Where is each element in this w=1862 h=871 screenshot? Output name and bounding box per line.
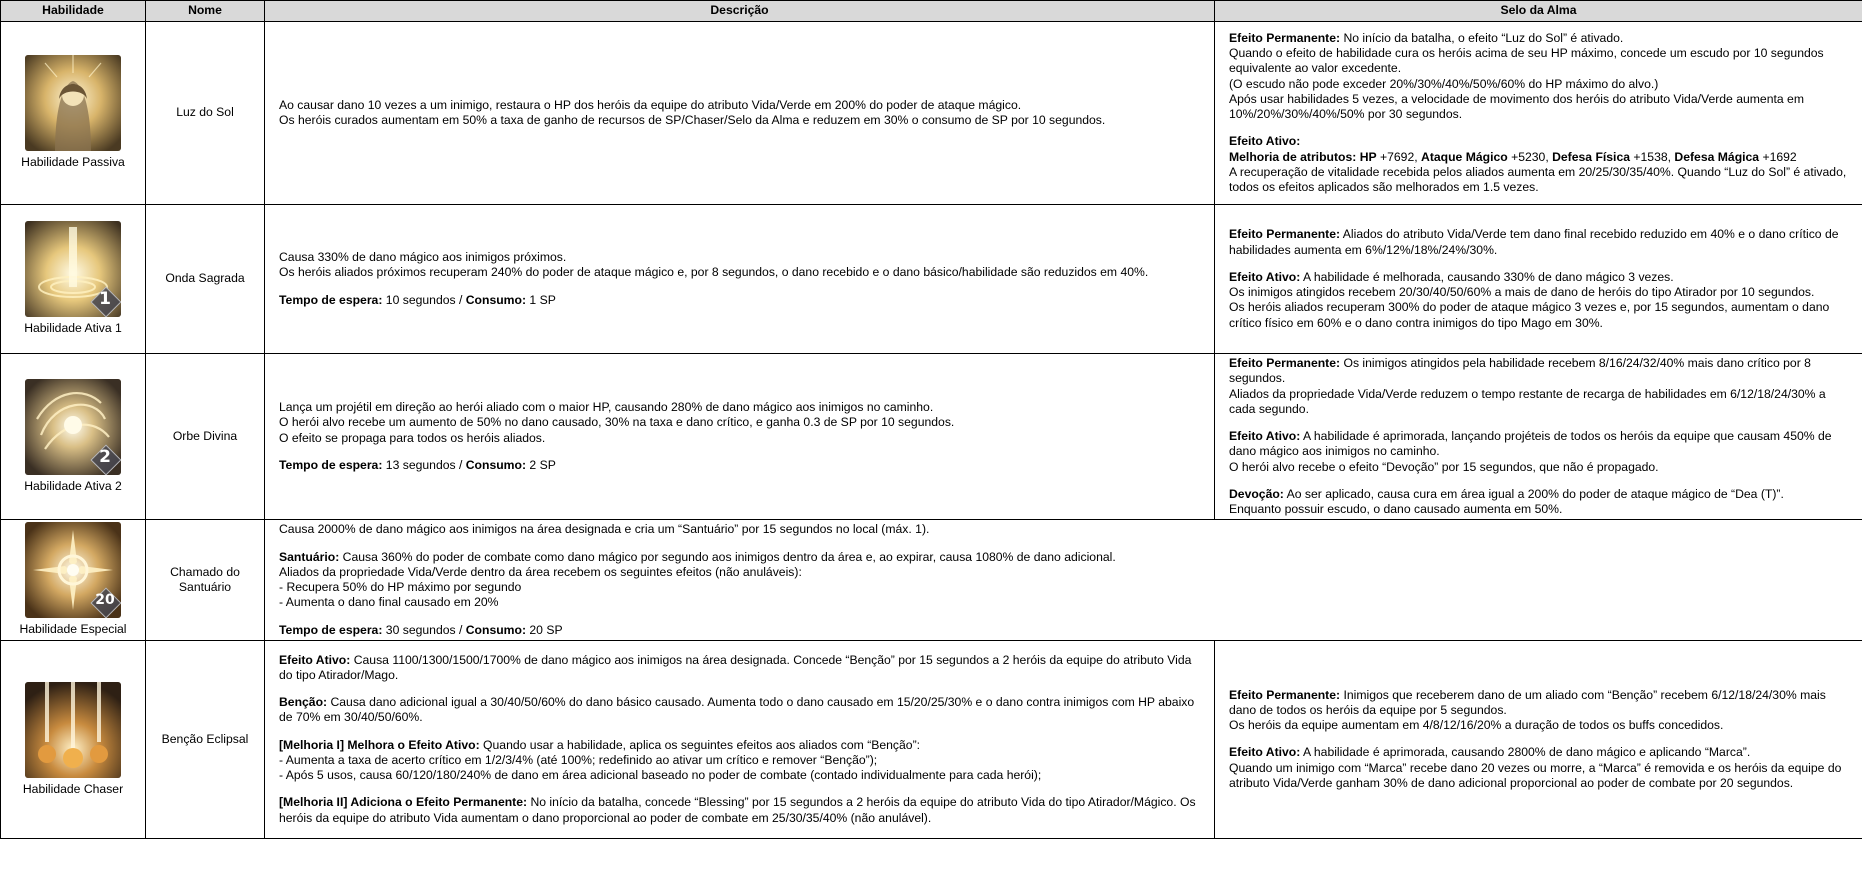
cooldown-cost: Tempo de espera: 10 segundos / Consumo: 1 SP: [279, 292, 556, 307]
description-text: O efeito se propaga para todos os heróis aliados.: [279, 430, 546, 445]
skill-cell: [1, 640, 146, 838]
description-text: Ao causar dano 10 vezes a um inimigo, restaura o HP dos heróis da equipe do atributo Vida/Verde em 200% do poder de ataque mágico.: [279, 97, 1022, 112]
active-effect: Efeito Ativo: A habilidade é melhorada, causando 330% de dano mágico 3 vezes.: [1229, 269, 1674, 284]
cooldown-cost: Tempo de espera: 30 segundos / Consumo: 20 SP: [279, 622, 563, 637]
upgrade-1: [Melhoria I] Melhora o Efeito Ativo: Quando usar a habilidade, aplica os seguintes efeitos aos aliados com “Benção”:: [279, 737, 921, 752]
skill-row-special: [1, 520, 1862, 641]
active-effect-line: Os inimigos atingidos recebem 20/30/40/50/60% a mais de dano de heróis do tipo Atirador por 10 segundos.: [1229, 285, 1815, 299]
permanent-effect: Efeito Permanente: Inimigos que receberem dano de um aliado com “Benção” recebem 6/12/18/24/30% mais dano de todos os heróis da equipe por 5 segundos.: [1229, 687, 1826, 717]
skill-name: Chamado do Santuário: [146, 520, 265, 641]
sanctuary-effect-line: - Aumenta o dano final causado em 20%: [279, 595, 499, 610]
sanctuary-effect-line: - Recupera 50% do HP máximo por segundo: [279, 580, 522, 594]
header-name: Nome: [146, 1, 265, 22]
description-text: Causa 2000% de dano mágico aos inimigos na área designada e cria um “Santuário” por 15 segundos no local (máx. 1).: [279, 522, 930, 537]
upgrade-2: [Melhoria II] Adiciona o Efeito Permanente: No início da batalha, concede “Blessing” por 15 segundos a 2 heróis da equipe do atributo Vida do tipo Atirador/Mágico. Os heróis da equipe do atributo Vida aumentam o dano proporcional ao poder de combate em 25/30/35/40% (não anulável).: [279, 795, 1196, 825]
skill-row-passive: [1, 22, 1862, 205]
skill-type-label: Habilidade Passiva: [21, 155, 125, 170]
header-row: [1, 1, 1862, 22]
devotion-effect: Devoção: Ao ser aplicado, causa cura em área igual a 200% do poder de ataque mágico de “Dea (T)”.: [1229, 486, 1784, 501]
description-text: Os heróis aliados próximos recuperam 240% do poder de ataque mágico e, por 8 segundos, o dano recebido e o dano básico/habilidade são reduzidos em 40%.: [279, 265, 1149, 280]
sanctuary-effect-line: Aliados da propriedade Vida/Verde dentro da área recebem os seguintes efeitos (não anuláveis):: [279, 564, 802, 579]
description-text: Os heróis curados aumentam em 50% a taxa de ganho de recursos de SP/Chaser/Selo da Alma e reduzem em 30% o consumo de SP por 10 segundos.: [279, 113, 1106, 127]
skill-row-active-2: [1, 354, 1862, 520]
description-cell: [265, 205, 1215, 354]
description-text: O herói alvo recebe um aumento de 50% no dano causado, 30% na taxa e dano crítico, e ganha 0.3 de SP por 10 segundos.: [279, 415, 955, 430]
description-text: Lança um projétil em direção ao herói aliado com o maior HP, causando 280% de dano mágico aos inimigos no caminho.: [279, 400, 934, 415]
devotion-effect-line: Enquanto possuir escudo, o dano causado aumenta em 50%.: [1229, 502, 1563, 516]
skill-name: Onda Sagrada: [146, 205, 265, 354]
soul-seal-cell: [1215, 640, 1862, 838]
active-effect: Efeito Ativo: Causa 1100/1300/1500/1700% de dano mágico aos inimigos na área designada. Concede “Benção” por 15 segundos a 2 heróis da equipe do atributo Vida do tipo Atirador/Mago.: [279, 652, 1192, 682]
cooldown-cost: Tempo de espera: 13 segundos / Consumo: 2 SP: [279, 457, 556, 472]
sanctuary-sun-icon: [25, 522, 121, 618]
skill-name: Luz do Sol: [146, 22, 265, 205]
skill-cell: [1, 520, 146, 641]
permanent-effect: Efeito Permanente: Os inimigos atingidos pela habilidade recebem 8/16/24/32/40% mais dano crítico por 8 segundos.: [1229, 356, 1811, 386]
sanctuary-effect: Santuário: Causa 360% do poder de combate como dano mágico por segundo aos inimigos dentro da área e, ao expirar, causa 1080% de dano adicional.: [279, 549, 1116, 564]
permanent-effect-line: Quando o efeito de habilidade cura os heróis acima de seu HP máximo, concede um escudo por 10 segundos equivalente ao valor excedente.: [1229, 46, 1824, 76]
holy-wave-icon: [25, 221, 121, 317]
radiant-hooded-figure-icon: [25, 55, 121, 151]
skill-name: Benção Eclipsal: [146, 640, 265, 838]
skill-slot-badge: 1: [91, 287, 119, 315]
skill-cell: [1, 205, 146, 354]
skill-cell: [1, 22, 146, 205]
description-cell: [265, 22, 1215, 205]
permanent-effect-line: Os heróis da equipe aumentam em 4/8/12/16/20% a duração de todos os buffs concedidos.: [1229, 718, 1724, 732]
skill-slot-badge: 2: [91, 445, 119, 473]
permanent-effect-line: Após usar habilidades 5 vezes, a velocidade de movimento dos heróis do atributo Vida/Verde aumenta em 10%/20%/30%/40%/50% por 30 segundos.: [1229, 91, 1804, 121]
permanent-effect-line: Aliados da propriedade Vida/Verde reduzem o tempo restante de recarga de habilidades em 6/12/18/24/30% a cada segundo.: [1229, 386, 1826, 416]
attribute-upgrade: Melhoria de atributos: HP +7692, Ataque Mágico +5230, Defesa Física +1538, Defesa Mágica +1692: [1229, 149, 1797, 164]
skill-name: Orbe Divina: [146, 354, 265, 520]
active-effect: Efeito Ativo: A habilidade é aprimorada, causando 2800% de dano mágico e aplicando “Marca”.: [1229, 745, 1751, 760]
active-effect-line: O herói alvo recebe o efeito “Devoção” por 15 segundos, que não é propagado.: [1229, 459, 1659, 474]
header-skill: Habilidade: [1, 1, 146, 22]
header-description: Descrição: [265, 1, 1215, 22]
active-effect-text: A recuperação de vitalidade recebida pelos aliados aumenta em 20/25/30/35/40%. Quando “Luz do Sol” é ativado, todos os efeitos aplicados são melhorados em 1.5 vezes.: [1229, 164, 1847, 194]
skill-type-label: Habilidade Ativa 2: [24, 479, 122, 493]
active-effect-line: Os heróis aliados recuperam 300% do poder de ataque mágico 3 vezes e, por 15 segundos, aumentam o dano crítico físico em 60% e o dano contra inimigos do tipo Mago em 30%.: [1229, 300, 1830, 330]
description-cell: [265, 640, 1215, 838]
skill-row-active-1: [1, 205, 1862, 354]
skill-slot-badge: 20: [91, 588, 119, 616]
eclipse-blessing-icon: [25, 682, 121, 778]
soul-seal-cell: [1215, 22, 1862, 205]
header-soul-seal: Selo da Alma: [1215, 1, 1862, 22]
permanent-effect-line: (O escudo não pode exceder 20%/30%/40%/50%/60% do HP máximo do alvo.): [1229, 76, 1659, 91]
soul-seal-cell: [1215, 354, 1862, 520]
upgrade-1-line: - Após 5 usos, causa 60/120/180/240% de dano em área adicional baseado no poder de combate (contado individualmente para cada herói);: [279, 768, 1042, 783]
active-effect-line: Quando um inimigo com “Marca” recebe dano 20 vezes ou morre, a “Marca” é removida e os heróis da equipe do atributo Vida/Verde ganham 30% de dano adicional proporcional ao poder de combate por 20 segundos.: [1229, 760, 1842, 790]
permanent-effect: Efeito Permanente: No início da batalha, o efeito “Luz do Sol” é ativado.: [1229, 30, 1624, 45]
blessing-effect: Benção: Causa dano adicional igual a 30/40/50/60% do dano básico causado. Aumenta todo o dano causado em 15/20/25/30% e o dano contra inimigos com HP abaixo de 70% em 30/40/50/60%.: [279, 695, 1195, 725]
skill-type-label: Habilidade Chaser: [22, 781, 124, 796]
active-effect: Efeito Ativo: A habilidade é aprimorada, lançando projéteis de todos os heróis da equipe que causam 450% de dano mágico aos inimigos no caminho.: [1229, 429, 1832, 459]
soul-seal-cell: [1215, 205, 1862, 354]
skill-row-chaser: [1, 640, 1862, 838]
permanent-effect: Efeito Permanente: Aliados do atributo Vida/Verde tem dano final recebido reduzido em 40% e o dano crítico de habilidades aumenta em 6%/12%/18%/24%/30%.: [1229, 227, 1839, 257]
skill-cell: [1, 354, 146, 520]
description-text: Causa 330% de dano mágico aos inimigos próximos.: [279, 250, 567, 265]
description-cell: [265, 520, 1862, 641]
divine-orb-icon: [25, 379, 121, 475]
skill-type-label: Habilidade Especial: [19, 622, 127, 637]
skill-type-label: Habilidade Ativa 1: [24, 321, 122, 336]
upgrade-1-line: - Aumenta a taxa de acerto crítico em 1/2/3/4% (até 100%; redefinido ao ativar um crítico e remover “Benção”);: [279, 752, 878, 767]
description-cell: [265, 354, 1215, 520]
active-effect-label: Efeito Ativo:: [1229, 134, 1301, 149]
